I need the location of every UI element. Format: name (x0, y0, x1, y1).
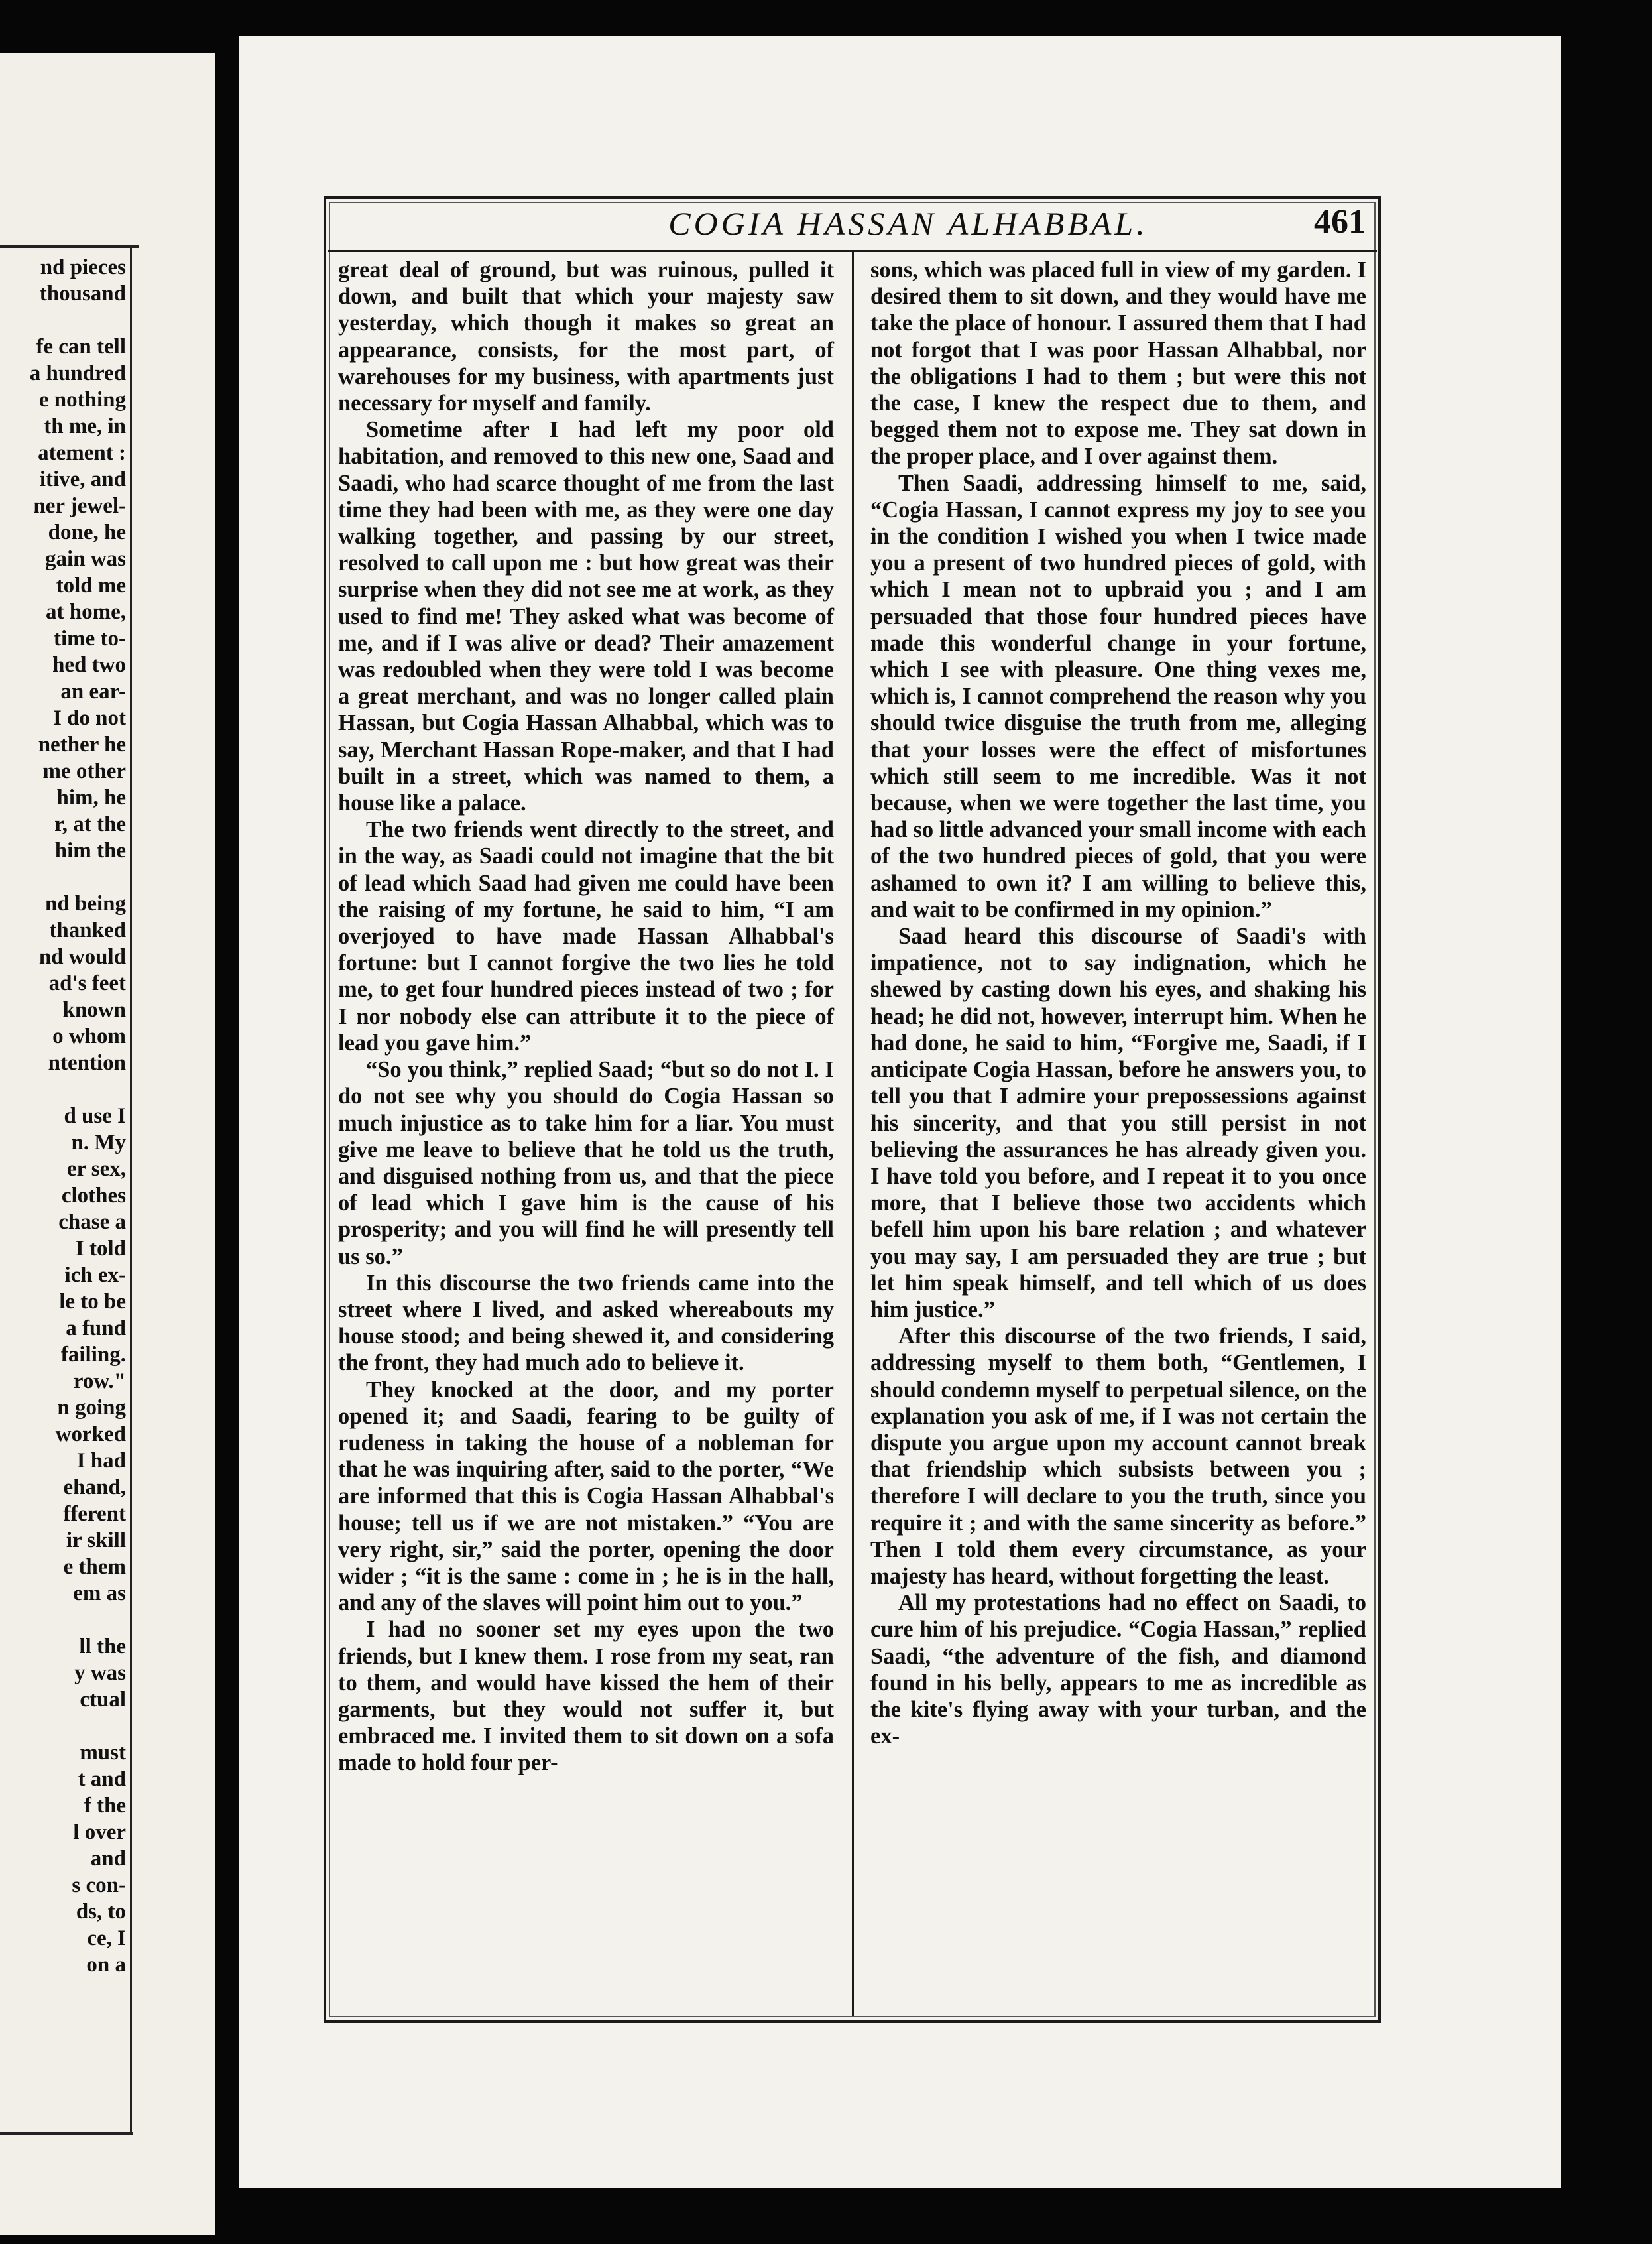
paragraph: Then Saadi, addressing himself to me, said, “Cogia Hassan, I cannot express my joy to see you in the condition I wished you when I twice made you a present of two hundred pieces of gold, with which I mean not to upbraid you ; and I am persuaded that those four hundred pieces have made this wonderful change in your fortune, which I see with pleasure. One thing vexes me, which is, I cannot comprehend the reason why you should twice disguise the truth from me, alleging that your losses were the effect of misfortunes which still seem to me incredible. Was it not because, when we were together the last time, you had so little advanced your small income with each of the two hundred pieces of gold, that you were ashamed to own it? I am willing to believe this, and wait to be confirmed in my opinion.” (870, 470, 1366, 922)
previous-page-fragment-line (0, 1076, 126, 1103)
previous-page-fragment-line: f the (84, 1794, 126, 1818)
previous-page-fragment-line: chase a (58, 1210, 126, 1234)
previous-page-fragment-line: ir skill (66, 1528, 126, 1552)
previous-page-top-rule (0, 245, 139, 248)
book-page (239, 36, 1561, 2188)
previous-page-fragment-line: em as (73, 1582, 126, 1605)
previous-page-column-rule (130, 245, 132, 2132)
previous-page-fragment-line: him the (54, 839, 126, 863)
previous-page-fragment-line: me other (42, 759, 126, 783)
previous-page-fragment-line: atement : (38, 441, 126, 465)
paragraph: They knocked at the door, and my porter opened it; and Saadi, fearing to be guilty of rudeness in taking the house of a nobleman for that he was inquiring after, said to the porter, “We are informed that this is Cogia Hassan Alhabbal's house; tell us if we are not mistaken.” “You are very right, sir,” said the porter, opening the door wider ; “it is the same : come in ; he is in the hall, and any of the slaves will point him out to you.” (338, 1377, 834, 1616)
page-number: 461 (1314, 203, 1366, 241)
paragraph: The two friends went directly to the street, and in the way, as Saadi could not imagine that the bit of lead which Saad had given me could have been the raising of my fortune, he said to him, “I am overjoyed to have made Hassan Alhabbal's fortune: but I cannot forgive the two lies he told me, to get four hundred pieces instead of two ; for I nor nobody else can attribute it to the piece of lead you gave him.” (338, 817, 834, 1056)
previous-page-fragment-line: s con- (72, 1873, 126, 1897)
paragraph: great deal of ground, but was ruinous, pulled it down, and built that which your majesty saw yesterday, which though it makes so great an appearance, consists, for the most part, of warehouses for my business, with apartments just necessary for myself and family. (338, 257, 834, 416)
paragraph: In this discourse the two friends came into the street where I lived, and asked whereabouts my house stood; and being shewed it, and considering the front, they had much ado to believe it. (338, 1270, 834, 1376)
previous-page-fragment-line: t and (78, 1767, 126, 1791)
previous-page-fragment-line: ehand, (63, 1475, 126, 1499)
previous-page-fragment-line: a fund (66, 1316, 126, 1340)
previous-page-fragment-line: le to be (59, 1290, 126, 1314)
previous-page-fragment-line (0, 1607, 126, 1633)
previous-page-fragment-line: I told (75, 1237, 126, 1261)
previous-page-fragment-line: worked (55, 1422, 126, 1446)
paragraph: Saad heard this discourse of Saadi's with impatience, not to say indignation, which he shewed by casting down his eyes, and shaking his head; he did not, however, interrupt him. When he had done, he said to him, “Forgive me, Saadi, if I anticipate Cogia Hassan, before he answers you, to tell you that I admire your prepossessions against his sincerity, and that you still persist in not believing the assurances he has already given you. I have told you before, and I repeat it to you once more, that I believe those two accidents which befell him upon his bare relation ; and whatever you may say, I am persuaded they are true ; but let him speak himself, and tell which of us does him justice.” (870, 924, 1366, 1322)
previous-page-fragment-line: d use I (64, 1104, 126, 1128)
previous-page-fragment-line: I had (76, 1449, 126, 1473)
previous-page-fragment-line: fferent (63, 1502, 126, 1526)
previous-page-fragment-line: and (90, 1847, 126, 1871)
previous-page-fragment-line: ce, I (87, 1926, 126, 1950)
previous-page-fragment-line: r, at the (54, 812, 126, 836)
previous-page-fragment-line: fe can tell (36, 335, 126, 359)
previous-page-fragment-line: known (62, 998, 126, 1022)
previous-page-fragment-line: must (80, 1741, 126, 1765)
previous-page-fragment-line: th me, in (44, 414, 126, 438)
previous-page-fragment-line: er sex, (66, 1157, 126, 1181)
previous-page-fragment-line: ntention (48, 1051, 126, 1075)
previous-page-fragment-line: e nothing (38, 388, 126, 412)
previous-page-fragment-line: nd pieces (40, 255, 126, 279)
previous-page-fragment-line: n. My (71, 1131, 126, 1154)
paragraph: “So you think,” replied Saad; “but so do not I. I do not see why you should do Cogia Hassan so much injustice as to take him for a liar. You must give me leave to believe that he told us the truth, and disguised nothing from us, and that the piece of lead which I gave him is the cause of his prosperity; and you will find he will presently tell us so.” (338, 1057, 834, 1269)
previous-page-fragment-line: told me (56, 574, 126, 597)
left-text-column (338, 257, 834, 1776)
paragraph: After this discourse of the two friends, I said, addressing myself to them both, “Gentlemen, I should condemn myself to perpetual silence, on the explanation you ask of me, if I was not certain the dispute you argue upon my account cannot break that friendship which subsists between you ; therefore I will declare to you the truth, since you require it ; and with the same sincerity as before.” Then I told them every circumstance, as your majesty has heard, without forgetting the least. (870, 1324, 1366, 1589)
paragraph: sons, which was placed full in view of my garden. I desired them to sit down, and they would have me take the place of honour. I assured them that I had not forgot that I was poor Hassan Alhabbal, nor the obligations I had to them ; but were this not the case, I knew the respect due to them, and begged them not to expose me. They sat down in the proper place, and I over against them. (870, 257, 1366, 469)
previous-page-fragment-line: ner jewel- (33, 494, 126, 518)
previous-page-fragment-line: ctual (80, 1688, 126, 1712)
previous-page-fragment-line: a hundred (29, 361, 126, 385)
previous-page-fragment-line: nd would (38, 945, 126, 969)
previous-page-fragment-line: at home, (46, 600, 126, 624)
previous-page-bottom-rule (0, 2132, 133, 2135)
right-text-column (870, 257, 1366, 1749)
previous-page-fragment-line: y was (74, 1661, 126, 1685)
previous-page-fragment-line: e them (63, 1555, 126, 1579)
previous-page-fragment-line: ds, to (76, 1900, 126, 1924)
previous-page-fragment (0, 53, 215, 2235)
previous-page-fragment-line: failing. (60, 1343, 126, 1367)
paragraph: I had no sooner set my eyes upon the two friends, but I knew them. I rose from my seat, ran to them, and would have kissed the hem of their garments, but they would not suffer it, but embraced me. I invited them to sit down on a sofa made to hold four per- (338, 1617, 834, 1776)
previous-page-fragment-line: o whom (52, 1025, 126, 1048)
previous-page-text-fragments (0, 254, 126, 1978)
previous-page-fragment-line: n going (57, 1396, 126, 1420)
previous-page-fragment-line: ich ex- (64, 1263, 126, 1287)
previous-page-fragment-line: nether he (38, 733, 126, 757)
previous-page-fragment-line: thousand (39, 282, 126, 306)
previous-page-fragment-line: time to- (53, 627, 126, 651)
previous-page-fragment-line: nd being (45, 892, 126, 916)
previous-page-fragment-line: on a (86, 1953, 126, 1977)
previous-page-fragment-line (0, 307, 126, 334)
previous-page-fragment-line: thanked (49, 918, 126, 942)
previous-page-fragment-line (0, 864, 126, 891)
previous-page-fragment-line: ll the (79, 1635, 126, 1658)
paragraph: Sometime after I had left my poor old habitation, and removed to this new one, Saad and Saadi, who had scarce thought of me from the last time they had been with me, as they were one day walking together, and passing by our street, resolved to call upon me : but how great was their surprise when they did not see me at work, as they used to find me! They asked what was become of me, and if I was alive or dead? Their amazement was redoubled when they were told I was become a great merchant, and was no longer called plain Hassan, but Cogia Hassan Alhabbal, which was to say, Merchant Hassan Rope-maker, and that I had built in a street, which was named to them, a house like a palace. (338, 417, 834, 816)
previous-page-fragment-line: I do not (52, 706, 126, 730)
previous-page-fragment-line: done, he (48, 521, 126, 544)
previous-page-fragment-line (0, 1713, 126, 1739)
previous-page-fragment-line: clothes (61, 1184, 126, 1208)
column-divider (852, 252, 854, 2016)
previous-page-fragment-line: him, he (56, 786, 126, 810)
previous-page-fragment-line: gain was (45, 547, 126, 571)
previous-page-fragment-line: ad's feet (48, 971, 126, 995)
previous-page-fragment-line: l over (73, 1820, 126, 1844)
previous-page-fragment-line: row." (73, 1369, 126, 1393)
previous-page-fragment-line: an ear- (60, 680, 126, 704)
previous-page-fragment-line: hed two (52, 653, 126, 677)
paragraph: All my protestations had no effect on Saadi, to cure him of his prejudice. “Cogia Hassan,” replied Saadi, “the adventure of the fish, and diamond found in his belly, appears to me as incredible as the kite's flying away with your turban, and the ex- (870, 1590, 1366, 1749)
running-head: COGIA HASSAN ALHABBAL. (668, 205, 1148, 242)
previous-page-fragment-line: itive, and (39, 468, 126, 491)
